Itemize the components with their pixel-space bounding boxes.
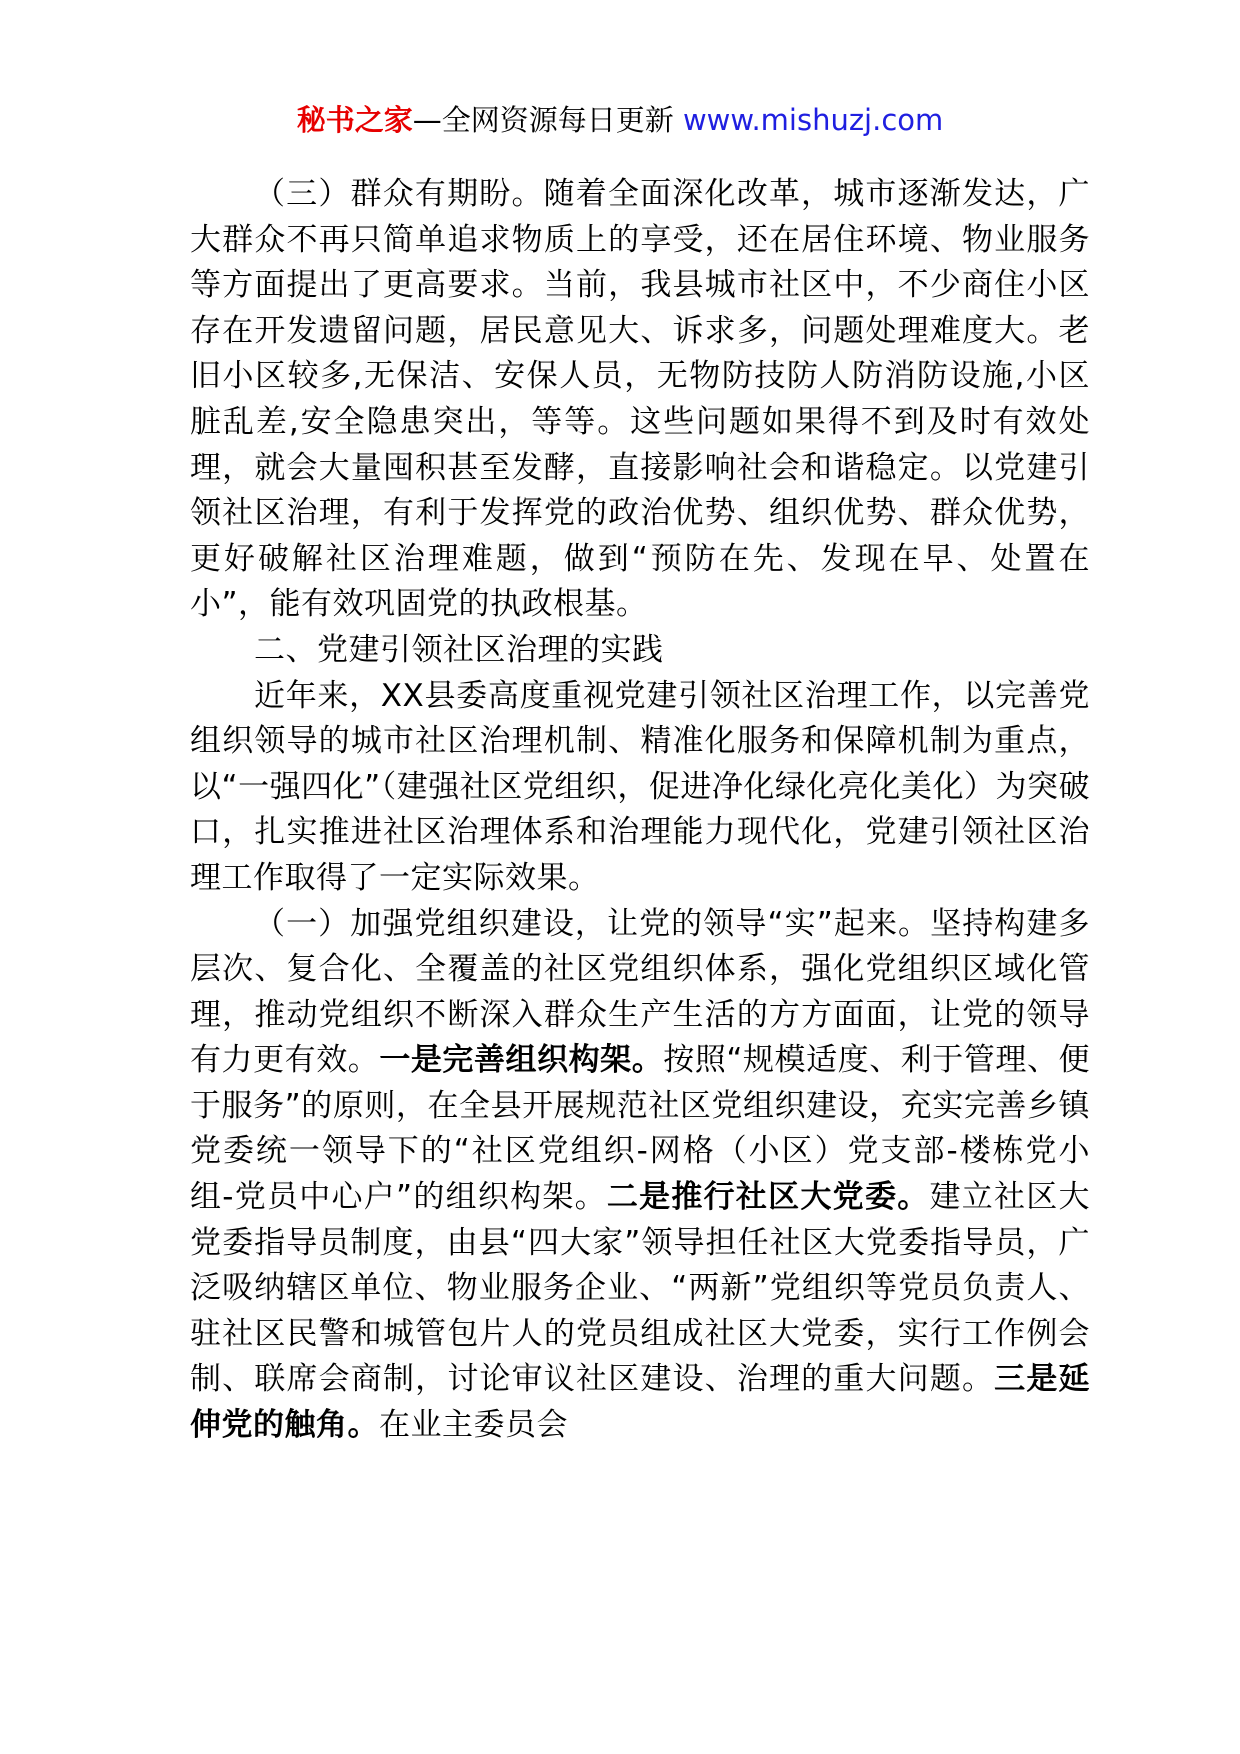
paragraph-expectations: （三）群众有期盼。随着全面深化改革，城市逐渐发达，广大群众不再只简单追求物质上的享受，还在居住环境、物业服务等方面提出了更高要求。当前，我县城市社区中，不少商住小区存在开发遗留问题，居民意见大、诉求多，问题处理难度大。老旧小区较多,无保洁、安保人员，无物防技防人防消防设施,小区脏乱差,安全隐患突出，等等。这些问题如果得不到及时有效处理，就会大量囤积甚至发酵，直接影响社会和谐稳定。以党建引领社区治理，有利于发挥党的政治优势、组织优势、群众优势，更好破解社区治理难题，做到“预防在先、发现在早、处置在小”，能有效巩固党的执政根基。 — [190, 176, 1090, 623]
site-brand: 秘书之家 — [296, 103, 413, 137]
document-body — [190, 172, 1090, 1449]
section-heading-practice: 二、党建引领社区治理的实践 — [254, 631, 664, 668]
bold-point-three: 三是延伸党的触角。 — [190, 1361, 1091, 1444]
paragraph-text: 按照“规模适度、利于管理、便于服务”的原则，在全县开展规范社区党组织建设，充实完善乡镇党委统一领导下的“社区党组织-网格（小区）党支部-楼栋党小组-党员中心户”的组织构架。 — [190, 1042, 1091, 1216]
site-tagline: —全网资源每日更新 — [412, 103, 683, 137]
paragraph-party-organization — [190, 902, 1090, 1449]
paragraph-text: （一）加强党组织建设，让党的领导“实”起来。坚持构建多层次、复合化、全覆盖的社区党组织体系，强化党组织区域化管理，推动党组织不断深入群众生产生活的方方面面，让党的领导有力更有效。 — [190, 905, 1090, 1079]
paragraph-text: 建立社区大党委指导员制度，由县“四大家”领导担任社区大党委指导员，广泛吸纳辖区单位、物业服务企业、“两新”党组织等党员负责人、驻社区民警和城管包片人的党员组成社区大党委，实行工作例会制、联席会商制，讨论审议社区建设、治理的重大问题。 — [190, 1179, 1091, 1398]
paragraph-text: 在业主委员会 — [379, 1407, 568, 1444]
bold-point-one: 一是完善组织构架。 — [379, 1042, 664, 1079]
site-url-link[interactable]: www.mishuzj.com — [682, 103, 944, 137]
paragraph-recent-years: 近年来，XX县委高度重视党建引领社区治理工作，以完善党组织领导的城市社区治理机制、精准化服务和保障机制为重点，以“一强四化”（建强社区党组织，促进净化绿化亮化美化）为突破口，扎实推进社区治理体系和治理能力现代化，党建引领社区治理工作取得了一定实际效果。 — [190, 677, 1090, 896]
bold-point-two: 二是推行社区大党委。 — [606, 1179, 930, 1216]
site-header — [0, 100, 1240, 140]
